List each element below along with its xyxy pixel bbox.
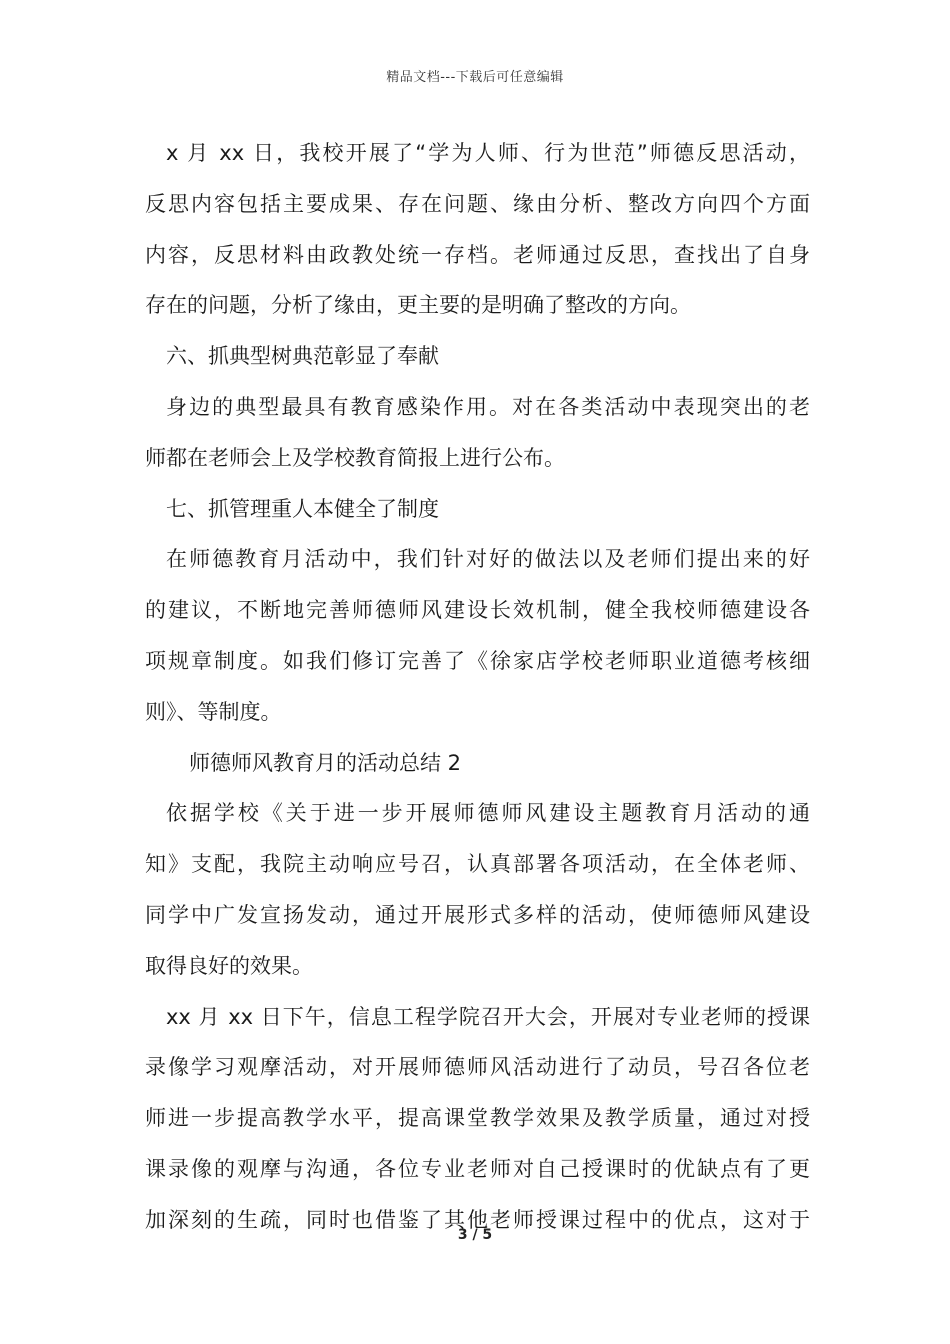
page-header: 精品文档---下载后可任意编辑 — [386, 70, 564, 85]
text-line: 在师德教育月活动中，我们针对好的做法以及老师们提出来的好 — [166, 547, 810, 572]
section-heading: 七、抓管理重人本健全了制度 — [166, 496, 439, 521]
text-line: 同学中广发宣扬发动，通过开展形式多样的活动，使师德师风建设 — [145, 902, 810, 927]
text-line: 存在的问题，分析了缘由，更主要的是明确了整改的方向。 — [145, 293, 691, 318]
text-line: 取得良好的效果。 — [145, 953, 313, 978]
text-line: 身边的典型最具有教育感染作用。对在各类活动中表现突出的老 — [166, 394, 810, 419]
text-line: 师都在老师会上及学校教育简报上进行公布。 — [145, 445, 565, 470]
text-line: 课录像的观摩与沟通，各位专业老师对自己授课时的优缺点有了更 — [145, 1156, 810, 1181]
text-line: 知》支配，我院主动响应号召，认真部署各项活动，在全体老师、 — [145, 852, 810, 877]
text-line: 项规章制度。如我们修订完善了《徐家店学校老师职业道德考核细 — [145, 648, 810, 673]
text-line: 则》、等制度。 — [145, 699, 282, 724]
text-line: 反思内容包括主要成果、存在问题、缘由分析、整改方向四个方面 — [145, 191, 810, 216]
text-line: 依据学校《关于进一步开展师德师风建设主题教育月活动的通 — [166, 801, 810, 826]
article-title: 师德师风教育月的活动总结 2 — [189, 750, 462, 775]
section-heading: 六、抓典型树典范彰显了奉献 — [166, 344, 439, 369]
text-line: 师进一步提高教学水平，提高课堂教学效果及教学质量，通过对授 — [145, 1106, 810, 1131]
text-line: x 月 xx 日，我校开展了“学为人师、行为世范”师德反思活动， — [166, 141, 810, 165]
text-line: 录像学习观摩活动，对开展师德师风活动进行了动员，号召各位老 — [145, 1055, 810, 1080]
text-line: 内容，反思材料由政教处统一存档。老师通过反思，查找出了自身 — [145, 242, 810, 267]
page-number: 3 / 5 — [457, 1227, 493, 1243]
text-line: 加深刻的生疏，同时也借鉴了其他老师授课过程中的优点，这对于 — [145, 1207, 810, 1232]
text-line: xx 月 xx 日下午，信息工程学院召开大会，开展对专业老师的授课 — [166, 1004, 810, 1029]
document-body — [145, 128, 810, 1246]
text-line: 的建议，不断地完善师德师风建设长效机制，健全我校师德建设各 — [145, 598, 810, 623]
